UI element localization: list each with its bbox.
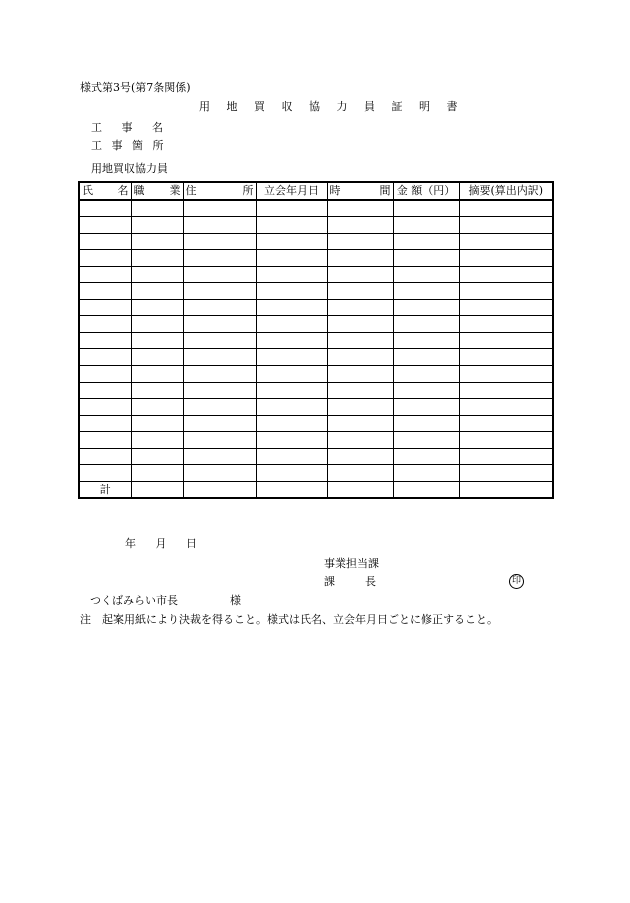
table-cell (327, 299, 393, 316)
table-cell (79, 250, 131, 267)
table-cell (183, 481, 256, 498)
table-cell (183, 448, 256, 465)
table-cell (256, 366, 327, 383)
table-cell (327, 481, 393, 498)
table-row (79, 415, 553, 432)
col-header-occupation: 職 業 (131, 182, 183, 200)
table-cell (79, 200, 131, 217)
table-cell (327, 283, 393, 300)
table-cell (183, 332, 256, 349)
honorific: 様 (230, 594, 241, 607)
table-cell (183, 399, 256, 416)
table-row (79, 217, 553, 234)
table-cell (256, 283, 327, 300)
table-cell (131, 448, 183, 465)
table-cell (79, 316, 131, 333)
table-cell (79, 399, 131, 416)
table-cell (183, 465, 256, 482)
table-cell (183, 266, 256, 283)
table-cell (459, 200, 553, 217)
table-cell (459, 382, 553, 399)
table-cell (459, 366, 553, 383)
table-cell (256, 349, 327, 366)
table-cell (393, 233, 459, 250)
table-cell (393, 448, 459, 465)
table-cell (131, 382, 183, 399)
section-chief-label: 課長 (324, 575, 406, 588)
table-cell (327, 415, 393, 432)
addressee: つくばみらい市長 (90, 594, 178, 607)
table-cell (459, 481, 553, 498)
table-row (79, 465, 553, 482)
table-cell (79, 448, 131, 465)
table-cell (256, 266, 327, 283)
table-cell (79, 332, 131, 349)
table-body (79, 200, 553, 499)
table-cell (79, 465, 131, 482)
table-cell (131, 217, 183, 234)
table-cell (256, 332, 327, 349)
table-cell (327, 382, 393, 399)
table-cell (183, 299, 256, 316)
table-row (79, 432, 553, 449)
table-row (79, 266, 553, 283)
table-cell (327, 366, 393, 383)
col-header-name: 氏 名 (79, 182, 131, 200)
col-header-time: 時 間 (327, 182, 393, 200)
table-row (79, 250, 553, 267)
table-cell (79, 349, 131, 366)
construction-name-label: 工 事 名 (91, 121, 171, 134)
note-text: 注 起案用紙により決裁を得ること。様式は氏名、立会年月日ごとに修正すること。 (80, 613, 498, 626)
table-cell (459, 332, 553, 349)
table-cell (131, 250, 183, 267)
table-cell (183, 382, 256, 399)
table-cell (131, 399, 183, 416)
table-cell (393, 366, 459, 383)
table-cell (327, 448, 393, 465)
table-cell (131, 432, 183, 449)
table-row (79, 316, 553, 333)
table-cell (131, 481, 183, 498)
table-cell (131, 465, 183, 482)
table-cell (327, 399, 393, 416)
table-cell (393, 382, 459, 399)
table-cell (393, 332, 459, 349)
table-cell (459, 299, 553, 316)
table-cell (393, 415, 459, 432)
table-cell (256, 382, 327, 399)
table-cell (459, 448, 553, 465)
document-title: 用 地 買 収 協 力 員 証 明 書 (199, 100, 464, 113)
col-header-attendance-date: 立会年月日 (256, 182, 327, 200)
table-cell (256, 465, 327, 482)
table-cell (256, 217, 327, 234)
table-cell (256, 432, 327, 449)
table-cell (459, 266, 553, 283)
table-cell (393, 481, 459, 498)
table-cell (459, 233, 553, 250)
table-cell (79, 217, 131, 234)
table-row (79, 332, 553, 349)
table-cell (459, 465, 553, 482)
table-cell (256, 200, 327, 217)
table-cell (327, 349, 393, 366)
table-cell (131, 366, 183, 383)
col-header-remarks: 摘要(算出内訳) (459, 182, 553, 200)
table-cell (183, 415, 256, 432)
table-cell (327, 432, 393, 449)
table-cell (79, 266, 131, 283)
table-cell (393, 316, 459, 333)
section-label: 用地買収協力員 (91, 162, 168, 175)
table-cell (393, 200, 459, 217)
table-cell (256, 250, 327, 267)
cooperator-table (78, 181, 554, 499)
table-cell (393, 283, 459, 300)
table-row (79, 349, 553, 366)
table-cell (459, 432, 553, 449)
table-cell (393, 349, 459, 366)
table-cell (327, 250, 393, 267)
table-cell (79, 382, 131, 399)
table-cell (393, 299, 459, 316)
table-cell (183, 366, 256, 383)
table-cell (131, 200, 183, 217)
col-header-address: 住 所 (183, 182, 256, 200)
table-cell (459, 349, 553, 366)
table-cell (327, 465, 393, 482)
table-cell (459, 217, 553, 234)
table-cell (256, 399, 327, 416)
table-header-row (79, 182, 553, 200)
table-row (79, 399, 553, 416)
table-cell (79, 366, 131, 383)
table-cell (327, 316, 393, 333)
table-row (79, 233, 553, 250)
table-cell (256, 415, 327, 432)
table-row (79, 200, 553, 217)
table-cell (183, 233, 256, 250)
table-cell (256, 481, 327, 498)
table-cell (131, 415, 183, 432)
table-cell (393, 250, 459, 267)
table-cell (131, 233, 183, 250)
table-cell (79, 432, 131, 449)
form-number: 様式第3号(第7条関係) (80, 81, 191, 94)
table-cell (79, 415, 131, 432)
table-cell (79, 299, 131, 316)
department-label: 事業担当課 (324, 557, 379, 570)
table-cell (459, 415, 553, 432)
table-cell (79, 233, 131, 250)
table-cell (327, 266, 393, 283)
table-cell (327, 332, 393, 349)
table-cell (393, 432, 459, 449)
table-cell (131, 349, 183, 366)
col-header-amount: 金 額（円） (393, 182, 459, 200)
table-cell (131, 316, 183, 333)
table-cell (183, 283, 256, 300)
table-cell (131, 299, 183, 316)
table-cell (183, 200, 256, 217)
table-cell (183, 217, 256, 234)
table-cell (459, 250, 553, 267)
construction-site-label: 工 事 箇 所 (91, 139, 167, 152)
table-cell (256, 448, 327, 465)
table-cell (393, 266, 459, 283)
table-row (79, 448, 553, 465)
table-row (79, 283, 553, 300)
table-cell (459, 399, 553, 416)
table-cell (393, 465, 459, 482)
seal-mark: 印 (509, 574, 524, 589)
table-cell (256, 299, 327, 316)
table-row (79, 382, 553, 399)
table-row (79, 299, 553, 316)
date-line: 年 月 日 (125, 537, 197, 550)
table-row (79, 366, 553, 383)
table-cell (79, 283, 131, 300)
table-cell (183, 316, 256, 333)
total-label: 計 (79, 481, 131, 498)
table-cell (131, 332, 183, 349)
table-cell (459, 283, 553, 300)
table-cell (131, 266, 183, 283)
table-cell (256, 316, 327, 333)
table-cell (183, 250, 256, 267)
table-cell (459, 316, 553, 333)
table-row (79, 481, 553, 498)
table-cell (183, 349, 256, 366)
table-cell (256, 233, 327, 250)
table-cell (131, 283, 183, 300)
table-cell (183, 432, 256, 449)
table-cell (327, 233, 393, 250)
table-cell (327, 200, 393, 217)
table-cell (393, 399, 459, 416)
table-cell (393, 217, 459, 234)
table-cell (327, 217, 393, 234)
